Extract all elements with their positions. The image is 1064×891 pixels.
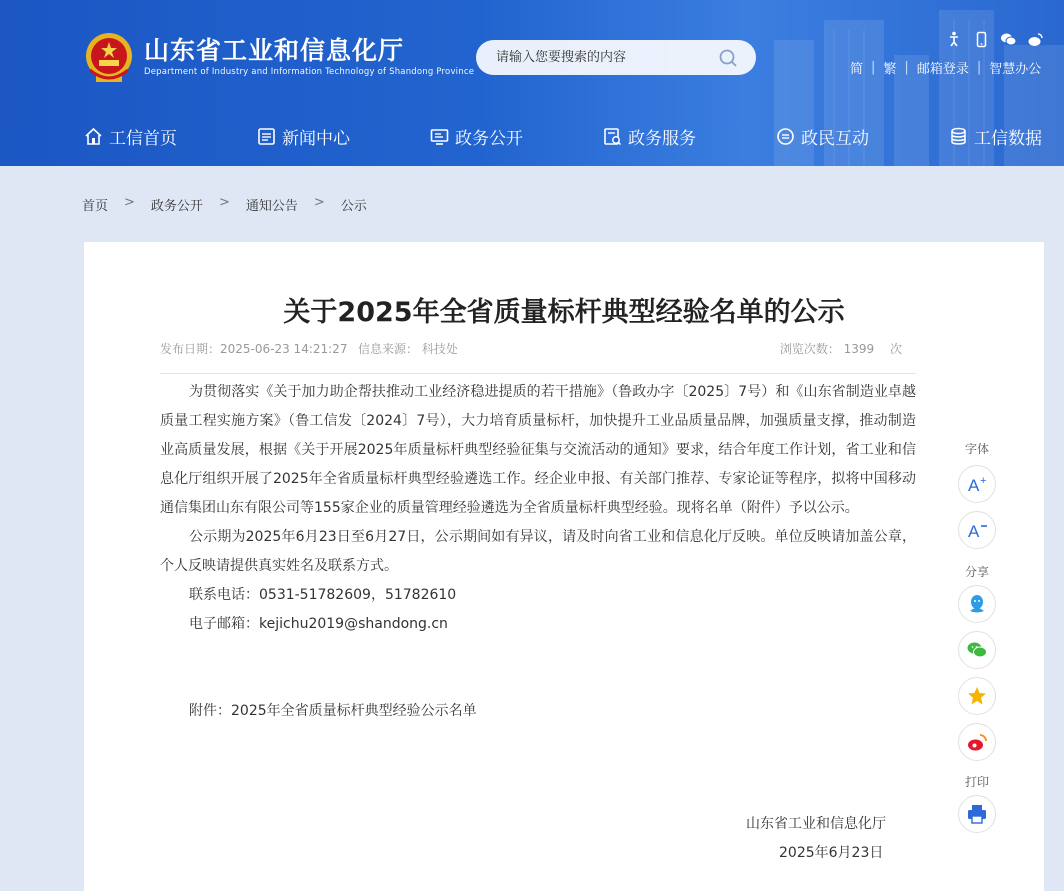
top-links <box>850 58 1041 77</box>
search-box <box>476 40 756 75</box>
separator: | <box>871 60 876 75</box>
site-name-en: Department of Industry and Information Technology of Shandong Province <box>144 67 475 77</box>
breadcrumb-separator: > <box>124 195 135 210</box>
chat-icon <box>776 127 795 146</box>
nav-label: 新闻中心 <box>282 129 350 149</box>
svg-text:+: + <box>980 475 987 487</box>
article-title: 关于2025年全省质量标杆典型经验名单的公示 <box>283 297 845 328</box>
publish-date: 发布日期：2025-06-23 14:21:27 <box>160 342 348 356</box>
share-qq-button[interactable] <box>958 585 996 623</box>
font-increase-button[interactable] <box>958 465 996 503</box>
breadcrumb-notices[interactable]: 通知公告 <box>245 199 298 214</box>
share-weibo-button[interactable] <box>958 723 996 761</box>
nav-item-gov-affairs[interactable] <box>430 124 523 149</box>
smart-office-link[interactable]: 智慧办公 <box>989 62 1042 77</box>
nav-label: 政务服务 <box>628 129 696 149</box>
contact-email[interactable]: 电子邮箱：kejichu2019@shandong.cn <box>189 616 448 632</box>
news-icon <box>257 127 276 146</box>
breadcrumb-separator: > <box>313 195 325 210</box>
nav-item-news[interactable] <box>257 124 350 149</box>
nav-item-gov-service[interactable] <box>603 124 696 149</box>
site-logo[interactable] <box>84 30 474 84</box>
site-header <box>0 0 1064 166</box>
national-emblem-icon <box>84 30 134 84</box>
breadcrumb-home[interactable]: 首页 <box>82 199 109 214</box>
main-nav <box>0 116 1064 160</box>
article-body <box>160 378 916 861</box>
star-icon <box>966 685 988 707</box>
weibo-icon[interactable] <box>1027 31 1044 48</box>
svg-text:A: A <box>968 522 980 541</box>
printer-icon <box>966 803 988 825</box>
print-label: 打印 <box>964 775 989 789</box>
database-icon <box>949 127 968 146</box>
search-icon[interactable] <box>718 48 738 68</box>
breadcrumb-gov-affairs[interactable]: 政务公开 <box>150 199 203 214</box>
mail-login-link[interactable]: 邮箱登录 <box>916 62 969 77</box>
top-icon-bar <box>946 31 1044 48</box>
sign-date: 2025年6月23日 <box>779 845 884 861</box>
separator: | <box>976 60 982 75</box>
info-source: 信息来源： 科技处 <box>358 342 458 356</box>
title-divider <box>160 373 916 374</box>
accessibility-icon[interactable] <box>946 31 963 48</box>
separator: | <box>904 60 909 75</box>
attachment-link[interactable]: 附件：2025年全省质量标杆典型经验公示名单 <box>189 703 477 719</box>
qq-icon <box>966 593 988 615</box>
weibo-share-icon <box>966 731 988 753</box>
contact-phone: 联系电话：0531-51782609，51782610 <box>189 587 457 603</box>
share-label: 分享 <box>964 565 989 579</box>
spacer <box>160 639 916 697</box>
share-wechat-button[interactable] <box>958 631 996 669</box>
nav-item-home[interactable] <box>84 124 177 149</box>
nav-item-data[interactable] <box>949 124 1042 149</box>
view-count: 浏览次数： 1399 次 <box>779 342 902 356</box>
wechat-icon[interactable] <box>1000 31 1017 48</box>
search-input[interactable] <box>496 50 706 65</box>
svg-text:A: A <box>968 476 980 495</box>
home-icon <box>84 127 103 146</box>
print-button[interactable] <box>958 795 996 833</box>
wechat-share-icon <box>966 639 988 661</box>
simplified-link[interactable]: 简 <box>850 62 864 77</box>
paragraph-main: 为贯彻落实《关于加力助企帮扶推动工业经济稳进提质的若干措施》（鲁政办字〔2025〕7号）和《山东省制造业卓越质量工程实施方案》（鲁工信发〔2024〕7号），大力培育质量标杆，加快提升工业品质量品牌，加强质量支撑，推动制造业高质量发展，根据《关于开展2025年质量标杆典型经验征集与交流活动的通知》要求，结合年度工作计划，省工业和信息化厅组织开展了2025年全省质量标杆典型经验遴选工作。经企业申报、有关部门推荐、专家论证等程序，拟将中国移动通信集团山东有限公司等155家企业的质量管理经验遴选为全省质量标杆典型经验。现将名单（附件）予以公示。 <box>160 384 916 516</box>
service-icon <box>603 127 622 146</box>
mobile-icon[interactable] <box>973 31 990 48</box>
side-toolbar <box>955 440 999 833</box>
breadcrumb-publicity[interactable]: 公示 <box>340 199 367 214</box>
nav-label: 政民互动 <box>801 129 869 149</box>
nav-label: 工信数据 <box>974 129 1042 149</box>
font-increase-icon <box>966 473 988 495</box>
traditional-link[interactable]: 繁 <box>883 62 897 77</box>
monitor-icon <box>430 127 449 146</box>
breadcrumb-separator: > <box>218 195 230 210</box>
paragraph-period: 公示期为2025年6月23日至6月27日，公示期间如有异议，请及时向省工业和信息化厅反映。单位反映请加盖公章，个人反映请提供真实姓名及联系方式。 <box>160 529 916 574</box>
article-panel <box>84 242 1044 891</box>
font-decrease-button[interactable] <box>958 511 996 549</box>
share-favorite-button[interactable] <box>958 677 996 715</box>
nav-label: 工信首页 <box>109 129 177 149</box>
nav-label: 政务公开 <box>455 129 523 149</box>
signer-name: 山东省工业和信息化厅 <box>746 816 886 832</box>
nav-item-interaction[interactable] <box>776 124 869 149</box>
font-label: 字体 <box>964 442 989 456</box>
site-name-cn: 山东省工业和信息化厅 <box>144 36 405 65</box>
breadcrumb <box>82 195 367 214</box>
font-decrease-icon <box>966 519 988 541</box>
